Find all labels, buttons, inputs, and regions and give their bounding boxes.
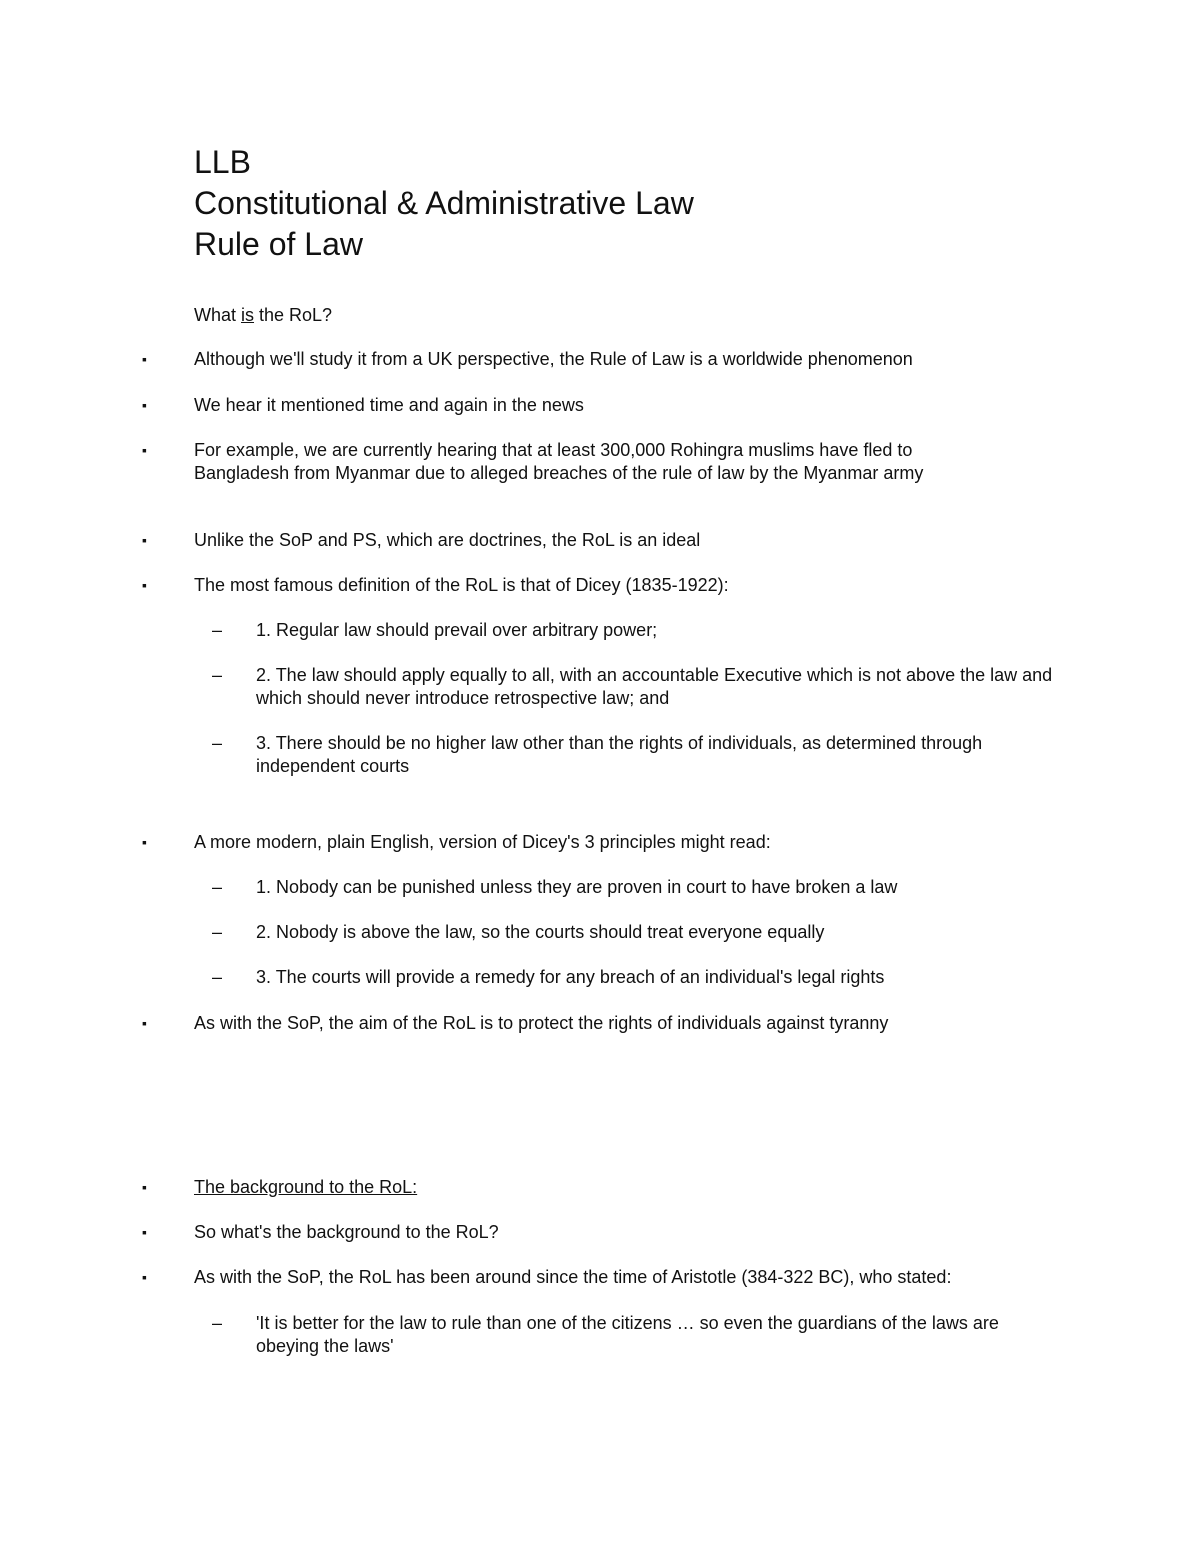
bullet-marker: ▪: [142, 351, 147, 367]
list-item: We hear it mentioned time and again in the news: [194, 395, 584, 415]
dash-marker: –: [212, 877, 223, 897]
quote-aristotle: 'It is better for the law to rule than one of the citizens … so even the guardians of the laws are obeying the laws': [256, 1313, 999, 1356]
bullet-marker: ▪: [142, 532, 147, 548]
list-item: For example, we are currently hearing that at least 300,000 Rohingra muslims have fled to Bangladesh from Myanmar due to alleged breaches of the rule of law by the Myanmar army: [194, 440, 924, 483]
sub-list-item: 2. The law should apply equally to all, with an accountable Executive which is not above the law and which should never introduce retrospective law; and: [256, 665, 1053, 708]
doc-title-course: Constitutional & Administrative Law: [194, 185, 694, 221]
doc-title-topic: Rule of Law: [194, 226, 363, 262]
list-item: The most famous definition of the RoL is that of Dicey (1835-1922):: [194, 575, 729, 595]
dash-marker: –: [212, 1313, 223, 1333]
dash-marker: –: [212, 665, 223, 685]
sub-list-item: 3. There should be no higher law other than the rights of individuals, as determined through independent courts: [256, 733, 983, 776]
dash-marker: –: [212, 733, 223, 753]
list-item: Although we'll study it from a UK perspective, the Rule of Law is a worldwide phenomenon: [194, 349, 913, 369]
bullet-marker: ▪: [142, 397, 147, 413]
bullet-marker: ▪: [142, 577, 147, 593]
question-heading: [194, 304, 332, 327]
list-item: As with the SoP, the aim of the RoL is to protect the rights of individuals against tyranny: [194, 1013, 889, 1033]
list-item: As with the SoP, the RoL has been around since the time of Aristotle (384-322 BC), who stated:: [194, 1267, 952, 1287]
bullet-marker: ▪: [142, 442, 147, 458]
bullet-marker: ▪: [142, 1179, 147, 1195]
sub-list-item: 2. Nobody is above the law, so the courts should treat everyone equally: [256, 922, 825, 942]
bullet-marker: ▪: [142, 1224, 147, 1240]
dash-marker: –: [212, 922, 223, 942]
list-item: Unlike the SoP and PS, which are doctrines, the RoL is an ideal: [194, 530, 701, 550]
question-emphasis: is: [241, 305, 255, 325]
section-heading-background: The background to the RoL:: [194, 1177, 418, 1197]
dash-marker: –: [212, 967, 223, 987]
sub-list-item: 1. Regular law should prevail over arbitrary power;: [256, 620, 658, 640]
bullet-marker: ▪: [142, 1015, 147, 1031]
bullet-marker: ▪: [142, 834, 147, 850]
list-item: A more modern, plain English, version of Dicey's 3 principles might read:: [194, 832, 771, 852]
question-post: the RoL?: [254, 305, 333, 325]
bullet-marker: ▪: [142, 1269, 147, 1285]
question-pre: What: [194, 305, 242, 325]
sub-list-item: 1. Nobody can be punished unless they are proven in court to have broken a law: [256, 877, 898, 897]
sub-list-item: 3. The courts will provide a remedy for any breach of an individual's legal rights: [256, 967, 885, 987]
list-item: So what's the background to the RoL?: [194, 1222, 499, 1242]
doc-title-llb: LLB: [194, 144, 251, 180]
dash-marker: –: [212, 620, 223, 640]
